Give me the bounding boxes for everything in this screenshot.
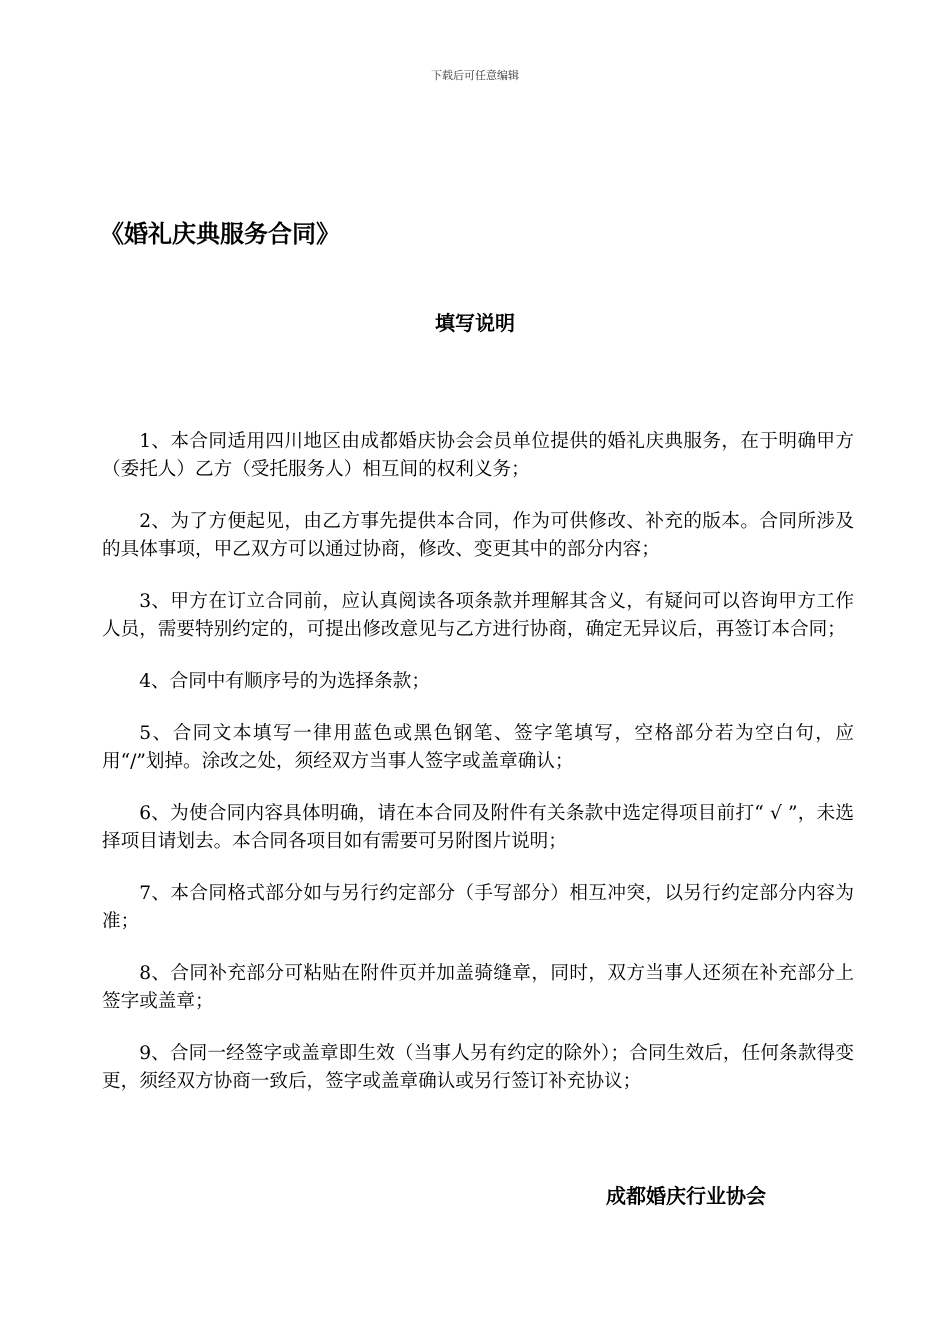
clause-8: 8、合同补充部分可粘贴在附件页并加盖骑缝章，同时，双方当事人还须在补充部分上签字或盖章； — [102, 963, 854, 1012]
section-title: 填写说明 — [435, 311, 515, 335]
clause-6: 6、为使合同内容具体明确，请在本合同及附件有关条款中选定得项目前打“ √ ”，未选择项目请划去。本合同各项目如有需要可另附图片说明； — [102, 803, 854, 852]
clause-2: 2、为了方便起见，由乙方事先提供本合同，作为可供修改、补充的版本。合同所涉及的具体事项，甲乙双方可以通过协商，修改、变更其中的部分内容； — [102, 511, 854, 560]
clause-1: 1、本合同适用四川地区由成都婚庆协会会员单位提供的婚礼庆典服务，在于明确甲方（委托人）乙方（受托服务人）相互间的权利义务； — [102, 431, 854, 480]
clause-4: 4、合同中有顺序号的为选择条款； — [139, 671, 430, 692]
signature-org: 成都婚庆行业协会 — [606, 1184, 766, 1208]
clause-7: 7、本合同格式部分如与另行约定部分（手写部分）相互冲突，以另行约定部分内容为准； — [102, 883, 854, 932]
header-note: 下载后可任意编辑 — [431, 69, 519, 82]
document-title: 《婚礼庆典服务合同》 — [100, 220, 340, 248]
clause-9: 9、合同一经签字或盖章即生效（当事人另有约定的除外）；合同生效后，任何条款得变更，须经双方协商一致后，签字或盖章确认或另行签订补充协议； — [102, 1043, 854, 1092]
clause-5: 5、合同文本填写一律用蓝色或黑色钢笔、签字笔填写，空格部分若为空白句，应用“/”划掉。涂改之处，须经双方当事人签字或盖章确认； — [102, 723, 854, 772]
clause-list — [102, 428, 854, 1120]
clause-3: 3、甲方在订立合同前，应认真阅读各项条款并理解其含义，有疑问可以咨询甲方工作人员，需要特别约定的，可提出修改意见与乙方进行协商，确定无异议后，再签订本合同； — [102, 591, 854, 640]
